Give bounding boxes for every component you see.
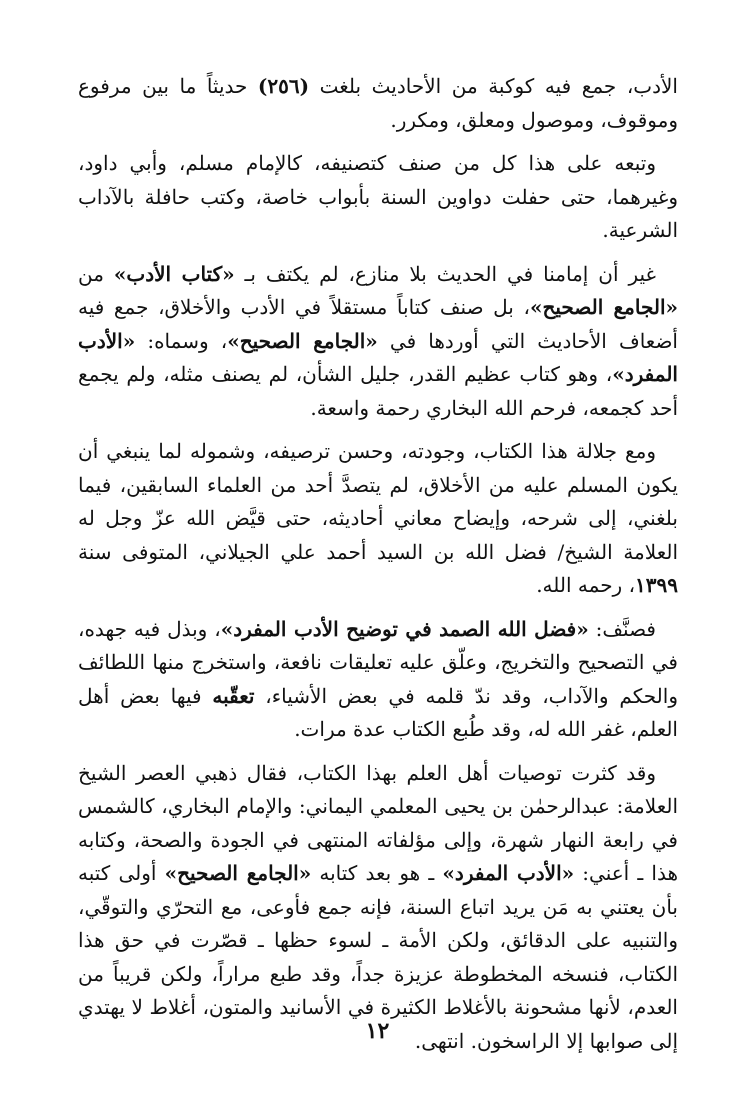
bold-text: (٢٥٦) <box>257 74 310 98</box>
bold-text: «الجامع الصحيح» <box>529 295 679 319</box>
page-body <box>78 70 678 1068</box>
text-run: ـ هو بعد كتابه <box>311 861 443 885</box>
paragraph <box>78 613 678 747</box>
text-run: من <box>78 261 114 286</box>
bold-text: «الأدب المفرد» <box>442 861 575 885</box>
text-run: حديثاً ما بين مرفوع وموقوف، وموصول ومعلق، ومكرر. <box>78 74 678 132</box>
paragraph <box>78 435 678 603</box>
text-run: ، وبذل فيه جهده، في التصحيح والتخريج، وعلّق عليه تعليقات نافعة، واستخرج منها اللطائف والحكم والآداب، وقد ندّ قلمه في بعض الأشياء، <box>78 616 678 708</box>
bold-text: تعقّبه <box>212 683 255 708</box>
text-run: وقد كثرت توصيات أهل العلم بهذا الكتاب، فقال ذهبي العصر الشيخ العلامة: عبدالرحمٰن بن يحيى المعلمي اليماني: والإمام البخاري، كالشمس في رابعة النهار شهرة، وإلى مؤلفاته المنتهى في الجودة والصحة، وكتابه هذا ـ أعني: <box>78 760 678 885</box>
text-run: غير أن إمامنا في الحديث بلا منازع، لم يكتف بـ <box>234 261 656 286</box>
text-run: أولى كتبه بأن يعتني به مَن يريد اتباع السنة، فإنه جمع فأوعى، مع التحرّي والتوقّي، والتنبيه على الدقائق، ولكن الأمة ـ لسوء حظها ـ قصّرت في حق هذا الكتاب، فنسخه المخطوطة عزيزة جداً، وقد طبع مراراً، ولكن قريباً من العدم، لأنها مشحونة بالأغلاط الكثيرة في الأسانيد والمتون، أغلاط لا يهتدي إلى صوابها إلا الراسخون. انتهى. <box>78 861 678 1053</box>
bold-text: «الجامع الصحيح» <box>227 328 378 353</box>
paragraph <box>78 147 678 248</box>
paragraph <box>78 70 678 137</box>
text-run: فصنَّف: <box>588 616 656 641</box>
text-run: فيها بعض أهل العلم، غفر الله له، وقد طُبع الكتاب عدة مرات. <box>78 683 678 741</box>
bold-text: «كتاب الأدب» <box>113 261 235 286</box>
bold-text: «الأدب المفرد» <box>78 328 678 386</box>
bold-text: ١٣٩٩ <box>635 573 678 597</box>
text-run: الأدب، جمع فيه كوكبة من الأحاديث بلغت <box>309 74 678 98</box>
text-run: ومع جلالة هذا الكتاب، وجودته، وحسن ترصيفه، وشموله لما ينبغي أن يكون المسلم عليه من الأخلاق، لم يتصدَّ أحد من العلماء السابقين، فيما بلغني، إلى شرحه، وإيضاح معاني أحاديثه، حتى قيَّض الله عزّ وجل له العلامة الشيخ/ فضل الله بن السيد أحمد علي الجيلاني، المتوفى سنة <box>78 439 678 564</box>
text-run: ، وسماه: <box>135 328 228 353</box>
bold-text: «الجامع الصحيح» <box>164 861 312 885</box>
text-run: ، رحمه الله. <box>536 573 636 597</box>
text-run: وتبعه على هذا كل من صنف كتصنيفه، كالإمام مسلم، وأبي داود، وغيرهما، حتى حفلت دواوين السنة بأبواب خاصة، وكتب حافلة بالآداب الشرعية. <box>78 151 678 242</box>
paragraph <box>78 258 678 426</box>
page-number: ١٢ <box>365 1018 390 1044</box>
text-run: ، وهو كتاب عظيم القدر، جليل الشأن، لم يصنف مثله، ولم يجمع أحد كجمعه، فرحم الله البخاري رحمة واسعة. <box>78 362 678 420</box>
text-run: ، بل صنف كتاباً مستقلاً في الأدب والأخلاق، جمع فيه أضعاف الأحاديث التي أوردها في <box>78 295 678 353</box>
bold-text: «فضل الله الصمد في توضيح الأدب المفرد» <box>220 616 589 641</box>
paragraph <box>78 757 678 1059</box>
